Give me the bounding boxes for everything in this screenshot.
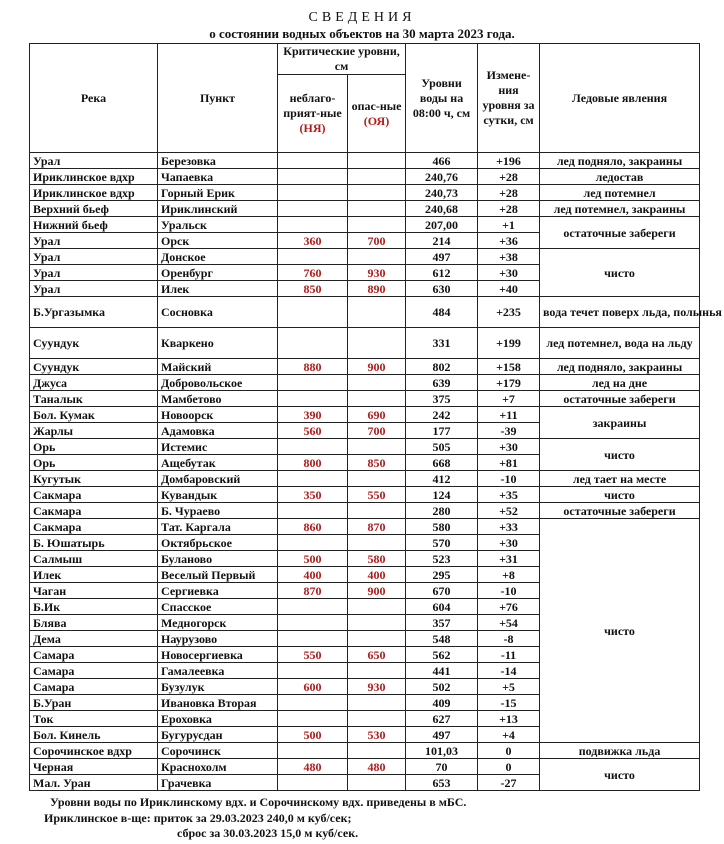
cell-point: Березовка bbox=[158, 153, 278, 169]
cell-change: +199 bbox=[478, 328, 540, 359]
cell-point: Бузулук bbox=[158, 679, 278, 695]
cell-level: 466 bbox=[406, 153, 478, 169]
cell-level: 630 bbox=[406, 281, 478, 297]
col-header-point: Пункт bbox=[158, 44, 278, 153]
ny-label: неблаго-прият-ные bbox=[283, 91, 342, 120]
cell-level: 70 bbox=[406, 759, 478, 775]
cell-river: Самара bbox=[30, 647, 158, 663]
col-header-level: Уровни воды на 08:00 ч, см bbox=[406, 44, 478, 153]
cell-oya bbox=[348, 375, 406, 391]
cell-change: +28 bbox=[478, 169, 540, 185]
cell-point: Грачевка bbox=[158, 775, 278, 791]
cell-ice: чисто bbox=[540, 249, 700, 297]
col-header-ice: Ледовые явления bbox=[540, 44, 700, 153]
cell-change: -10 bbox=[478, 583, 540, 599]
cell-river: Сакмара bbox=[30, 503, 158, 519]
cell-ny bbox=[278, 201, 348, 217]
cell-point: Медногорск bbox=[158, 615, 278, 631]
cell-oya: 690 bbox=[348, 407, 406, 423]
cell-river: Верхний бьеф bbox=[30, 201, 158, 217]
cell-river: Б. Юшатырь bbox=[30, 535, 158, 551]
cell-ice: остаточные забереги bbox=[540, 391, 700, 407]
cell-oya bbox=[348, 328, 406, 359]
cell-change: +36 bbox=[478, 233, 540, 249]
table-row bbox=[30, 328, 700, 359]
cell-river: Черная bbox=[30, 759, 158, 775]
cell-ny: 500 bbox=[278, 551, 348, 567]
cell-oya: 700 bbox=[348, 233, 406, 249]
cell-level: 280 bbox=[406, 503, 478, 519]
table-row bbox=[30, 217, 700, 233]
cell-ny: 480 bbox=[278, 759, 348, 775]
cell-point: Горный Ерик bbox=[158, 185, 278, 201]
cell-oya: 900 bbox=[348, 583, 406, 599]
cell-level: 497 bbox=[406, 727, 478, 743]
cell-change: -11 bbox=[478, 647, 540, 663]
cell-ny bbox=[278, 391, 348, 407]
cell-ice: остаточные забереги bbox=[540, 503, 700, 519]
cell-ny bbox=[278, 169, 348, 185]
cell-change: -27 bbox=[478, 775, 540, 791]
water-objects-table bbox=[29, 43, 722, 791]
cell-change: +81 bbox=[478, 455, 540, 471]
cell-ice: закраины bbox=[540, 407, 700, 439]
cell-level: 653 bbox=[406, 775, 478, 791]
cell-oya bbox=[348, 185, 406, 201]
cell-river: Ириклинское вдхр bbox=[30, 169, 158, 185]
cell-point: Кваркено bbox=[158, 328, 278, 359]
cell-level: 331 bbox=[406, 328, 478, 359]
cell-point: Майский bbox=[158, 359, 278, 375]
cell-river: Кугутык bbox=[30, 471, 158, 487]
cell-river: Джуса bbox=[30, 375, 158, 391]
cell-oya bbox=[348, 631, 406, 647]
cell-point: Сергиевка bbox=[158, 583, 278, 599]
cell-change: +13 bbox=[478, 711, 540, 727]
cell-level: 612 bbox=[406, 265, 478, 281]
cell-river: Ириклинское вдхр bbox=[30, 185, 158, 201]
cell-river: Бол. Кинель bbox=[30, 727, 158, 743]
cell-level: 497 bbox=[406, 249, 478, 265]
cell-oya: 930 bbox=[348, 679, 406, 695]
cell-change: +235 bbox=[478, 297, 540, 328]
cell-river: Илек bbox=[30, 567, 158, 583]
oya-label: опас-ные bbox=[351, 98, 402, 113]
document-title: СВЕДЕНИЯ bbox=[308, 10, 416, 25]
cell-level: 207,00 bbox=[406, 217, 478, 233]
table-row bbox=[30, 487, 700, 503]
cell-river: Нижний бьеф bbox=[30, 217, 158, 233]
cell-point: Новосергиевка bbox=[158, 647, 278, 663]
cell-level: 177 bbox=[406, 423, 478, 439]
cell-river: Урал bbox=[30, 249, 158, 265]
cell-point: Тат. Каргала bbox=[158, 519, 278, 535]
cell-point: Наурузово bbox=[158, 631, 278, 647]
cell-change: +31 bbox=[478, 551, 540, 567]
cell-point: Адамовка bbox=[158, 423, 278, 439]
cell-point: Илек bbox=[158, 281, 278, 297]
cell-level: 124 bbox=[406, 487, 478, 503]
cell-ny: 800 bbox=[278, 455, 348, 471]
cell-river: Орь bbox=[30, 455, 158, 471]
cell-ny bbox=[278, 615, 348, 631]
cell-river: Таналык bbox=[30, 391, 158, 407]
cell-ny bbox=[278, 599, 348, 615]
cell-level: 604 bbox=[406, 599, 478, 615]
cell-point: Сосновка bbox=[158, 297, 278, 328]
cell-point: Октябрьское bbox=[158, 535, 278, 551]
cell-change: +28 bbox=[478, 201, 540, 217]
cell-ice: лед потемнел, вода на льду bbox=[540, 328, 700, 359]
cell-level: 670 bbox=[406, 583, 478, 599]
cell-ny bbox=[278, 743, 348, 759]
cell-oya bbox=[348, 615, 406, 631]
cell-ny bbox=[278, 631, 348, 647]
cell-level: 409 bbox=[406, 695, 478, 711]
cell-ice: остаточные забереги bbox=[540, 217, 700, 249]
cell-river: Мал. Уран bbox=[30, 775, 158, 791]
cell-ny bbox=[278, 663, 348, 679]
cell-ny: 850 bbox=[278, 281, 348, 297]
cell-oya bbox=[348, 217, 406, 233]
table-row bbox=[30, 249, 700, 265]
cell-point: Ивановка Вторая bbox=[158, 695, 278, 711]
cell-river: Б.Уран bbox=[30, 695, 158, 711]
cell-river: Самара bbox=[30, 679, 158, 695]
cell-change: +30 bbox=[478, 265, 540, 281]
table-row bbox=[30, 519, 700, 535]
cell-oya: 900 bbox=[348, 359, 406, 375]
cell-point: Донское bbox=[158, 249, 278, 265]
col-header-critical: Критические уровни, см bbox=[278, 44, 406, 75]
cell-ice: лед подняло, закраины bbox=[540, 153, 700, 169]
cell-oya bbox=[348, 439, 406, 455]
cell-level: 570 bbox=[406, 535, 478, 551]
cell-ny bbox=[278, 217, 348, 233]
ny-abbr: (НЯ) bbox=[299, 121, 326, 135]
cell-level: 240,76 bbox=[406, 169, 478, 185]
cell-change: +11 bbox=[478, 407, 540, 423]
cell-change: +38 bbox=[478, 249, 540, 265]
cell-ny bbox=[278, 503, 348, 519]
cell-level: 375 bbox=[406, 391, 478, 407]
cell-change: +7 bbox=[478, 391, 540, 407]
cell-ice: лед тает на месте bbox=[540, 471, 700, 487]
cell-level: 295 bbox=[406, 567, 478, 583]
col-header-oya bbox=[348, 75, 406, 153]
cell-change: +1 bbox=[478, 217, 540, 233]
cell-level: 441 bbox=[406, 663, 478, 679]
cell-oya: 400 bbox=[348, 567, 406, 583]
cell-oya bbox=[348, 743, 406, 759]
cell-oya bbox=[348, 169, 406, 185]
cell-river: Суундук bbox=[30, 328, 158, 359]
cell-level: 505 bbox=[406, 439, 478, 455]
cell-oya bbox=[348, 249, 406, 265]
cell-point: Домбаровский bbox=[158, 471, 278, 487]
cell-point: Веселый Первый bbox=[158, 567, 278, 583]
cell-change: -15 bbox=[478, 695, 540, 711]
cell-ny: 880 bbox=[278, 359, 348, 375]
table-row bbox=[30, 471, 700, 487]
cell-change: -39 bbox=[478, 423, 540, 439]
cell-point: Б. Чураево bbox=[158, 503, 278, 519]
cell-river: Б.Ургазымка bbox=[30, 297, 158, 328]
cell-point: Спасское bbox=[158, 599, 278, 615]
cell-oya bbox=[348, 153, 406, 169]
cell-change: +76 bbox=[478, 599, 540, 615]
cell-river: Ток bbox=[30, 711, 158, 727]
cell-ny bbox=[278, 695, 348, 711]
cell-oya: 580 bbox=[348, 551, 406, 567]
cell-ice: лед подняло, закраины bbox=[540, 359, 700, 375]
cell-point: Уральск bbox=[158, 217, 278, 233]
table-row bbox=[30, 503, 700, 519]
cell-ny: 360 bbox=[278, 233, 348, 249]
cell-ny bbox=[278, 185, 348, 201]
cell-ice: ледостав bbox=[540, 169, 700, 185]
cell-river: Урал bbox=[30, 233, 158, 249]
cell-level: 523 bbox=[406, 551, 478, 567]
cell-ny: 560 bbox=[278, 423, 348, 439]
cell-oya bbox=[348, 297, 406, 328]
cell-point: Оренбург bbox=[158, 265, 278, 281]
cell-ny bbox=[278, 775, 348, 791]
oya-abbr: (ОЯ) bbox=[363, 113, 390, 128]
cell-change: 0 bbox=[478, 759, 540, 775]
cell-level: 548 bbox=[406, 631, 478, 647]
cell-point: Добровольское bbox=[158, 375, 278, 391]
cell-ice: чисто bbox=[540, 487, 700, 503]
cell-level: 639 bbox=[406, 375, 478, 391]
cell-oya: 930 bbox=[348, 265, 406, 281]
cell-point: Ащебутак bbox=[158, 455, 278, 471]
cell-point: Ириклинский bbox=[158, 201, 278, 217]
cell-level: 580 bbox=[406, 519, 478, 535]
col-header-change: Измене-ния уровня за сутки, см bbox=[478, 44, 540, 153]
cell-ny bbox=[278, 328, 348, 359]
cell-oya: 480 bbox=[348, 759, 406, 775]
cell-level: 627 bbox=[406, 711, 478, 727]
cell-change: 0 bbox=[478, 743, 540, 759]
cell-level: 101,03 bbox=[406, 743, 478, 759]
table-row bbox=[30, 201, 700, 217]
cell-point: Сорочинск bbox=[158, 743, 278, 759]
cell-point: Гамалеевка bbox=[158, 663, 278, 679]
cell-river: Урал bbox=[30, 153, 158, 169]
cell-ice: лед потемнел bbox=[540, 185, 700, 201]
cell-ny bbox=[278, 535, 348, 551]
cell-ice: лед на дне bbox=[540, 375, 700, 391]
cell-oya: 650 bbox=[348, 647, 406, 663]
cell-ny bbox=[278, 153, 348, 169]
cell-ny bbox=[278, 297, 348, 328]
cell-river: Урал bbox=[30, 281, 158, 297]
footer-inflow: Ириклинское в-ще: приток за 29.03.2023 240,0 м куб/сек; bbox=[44, 811, 352, 825]
table-row bbox=[30, 185, 700, 201]
cell-point: Краснохолм bbox=[158, 759, 278, 775]
cell-change: +33 bbox=[478, 519, 540, 535]
cell-oya: 890 bbox=[348, 281, 406, 297]
cell-level: 502 bbox=[406, 679, 478, 695]
cell-oya bbox=[348, 471, 406, 487]
cell-ice: лед потемнел, закраины bbox=[540, 201, 700, 217]
cell-ny: 600 bbox=[278, 679, 348, 695]
cell-change: +52 bbox=[478, 503, 540, 519]
cell-oya: 530 bbox=[348, 727, 406, 743]
cell-oya bbox=[348, 201, 406, 217]
cell-change: +4 bbox=[478, 727, 540, 743]
cell-ny: 400 bbox=[278, 567, 348, 583]
cell-level: 242 bbox=[406, 407, 478, 423]
cell-river: Б.Ик bbox=[30, 599, 158, 615]
cell-ny: 860 bbox=[278, 519, 348, 535]
table-row bbox=[30, 169, 700, 185]
cell-point: Орск bbox=[158, 233, 278, 249]
cell-ny bbox=[278, 439, 348, 455]
cell-change: +40 bbox=[478, 281, 540, 297]
cell-oya bbox=[348, 695, 406, 711]
cell-ice: чисто bbox=[540, 519, 700, 743]
table-row bbox=[30, 759, 700, 775]
cell-ny: 870 bbox=[278, 583, 348, 599]
table-row bbox=[30, 407, 700, 423]
cell-ny: 500 bbox=[278, 727, 348, 743]
cell-level: 802 bbox=[406, 359, 478, 375]
col-header-ny bbox=[278, 75, 348, 153]
cell-point: Бугурусдан bbox=[158, 727, 278, 743]
cell-change: +30 bbox=[478, 439, 540, 455]
cell-level: 240,73 bbox=[406, 185, 478, 201]
cell-change: -8 bbox=[478, 631, 540, 647]
cell-change: -10 bbox=[478, 471, 540, 487]
cell-river: Урал bbox=[30, 265, 158, 281]
cell-level: 668 bbox=[406, 455, 478, 471]
cell-ny bbox=[278, 249, 348, 265]
cell-river: Блява bbox=[30, 615, 158, 631]
cell-change: +28 bbox=[478, 185, 540, 201]
cell-ny: 550 bbox=[278, 647, 348, 663]
footer-note: Уровни воды по Ириклинскому вдх. и Сорочинскому вдх. приведены в мБС. bbox=[50, 795, 467, 809]
cell-oya bbox=[348, 391, 406, 407]
cell-oya bbox=[348, 535, 406, 551]
cell-ny: 350 bbox=[278, 487, 348, 503]
cell-level: 357 bbox=[406, 615, 478, 631]
cell-oya bbox=[348, 711, 406, 727]
cell-change: +30 bbox=[478, 535, 540, 551]
cell-ice: вода течет поверх льда, полынья bbox=[540, 297, 700, 328]
cell-oya: 850 bbox=[348, 455, 406, 471]
cell-change: +158 bbox=[478, 359, 540, 375]
table-row bbox=[30, 375, 700, 391]
table-body bbox=[30, 153, 722, 791]
footer-discharge: сброс за 30.03.2023 15,0 м куб/сек. bbox=[177, 826, 359, 840]
cell-oya: 550 bbox=[348, 487, 406, 503]
cell-change: +8 bbox=[478, 567, 540, 583]
table-row bbox=[30, 743, 700, 759]
cell-river: Салмыш bbox=[30, 551, 158, 567]
cell-change: +5 bbox=[478, 679, 540, 695]
cell-change: +54 bbox=[478, 615, 540, 631]
cell-ice: подвижка льда bbox=[540, 743, 700, 759]
cell-point: Кувандык bbox=[158, 487, 278, 503]
cell-level: 214 bbox=[406, 233, 478, 249]
cell-river: Чаган bbox=[30, 583, 158, 599]
cell-ny bbox=[278, 711, 348, 727]
cell-change: +35 bbox=[478, 487, 540, 503]
cell-ny bbox=[278, 375, 348, 391]
cell-river: Сакмара bbox=[30, 487, 158, 503]
cell-point: Новоорск bbox=[158, 407, 278, 423]
cell-level: 562 bbox=[406, 647, 478, 663]
cell-point: Мамбетово bbox=[158, 391, 278, 407]
cell-river: Орь bbox=[30, 439, 158, 455]
cell-change: +196 bbox=[478, 153, 540, 169]
cell-river: Дема bbox=[30, 631, 158, 647]
cell-oya bbox=[348, 599, 406, 615]
cell-river: Самара bbox=[30, 663, 158, 679]
table-row bbox=[30, 297, 700, 328]
cell-oya bbox=[348, 775, 406, 791]
cell-oya bbox=[348, 663, 406, 679]
cell-ny bbox=[278, 471, 348, 487]
cell-change: +179 bbox=[478, 375, 540, 391]
cell-ny: 390 bbox=[278, 407, 348, 423]
col-header-river: Река bbox=[30, 44, 158, 153]
cell-river: Жарлы bbox=[30, 423, 158, 439]
document-subtitle: о состоянии водных объектов на 30 марта 2023 года. bbox=[209, 26, 515, 41]
table-row bbox=[30, 359, 700, 375]
cell-ice: чисто bbox=[540, 439, 700, 471]
cell-level: 484 bbox=[406, 297, 478, 328]
cell-oya bbox=[348, 503, 406, 519]
cell-change: -14 bbox=[478, 663, 540, 679]
cell-oya: 700 bbox=[348, 423, 406, 439]
cell-point: Ероховка bbox=[158, 711, 278, 727]
table-row bbox=[30, 153, 700, 169]
cell-oya: 870 bbox=[348, 519, 406, 535]
cell-point: Истемис bbox=[158, 439, 278, 455]
cell-point: Чапаевка bbox=[158, 169, 278, 185]
table-row bbox=[30, 439, 700, 455]
cell-river: Суундук bbox=[30, 359, 158, 375]
table-row bbox=[30, 391, 700, 407]
cell-ny: 760 bbox=[278, 265, 348, 281]
cell-river: Бол. Кумак bbox=[30, 407, 158, 423]
cell-level: 240,68 bbox=[406, 201, 478, 217]
cell-ice: чисто bbox=[540, 759, 700, 791]
cell-river: Сорочинское вдхр bbox=[30, 743, 158, 759]
cell-point: Буланово bbox=[158, 551, 278, 567]
cell-level: 412 bbox=[406, 471, 478, 487]
cell-river: Сакмара bbox=[30, 519, 158, 535]
